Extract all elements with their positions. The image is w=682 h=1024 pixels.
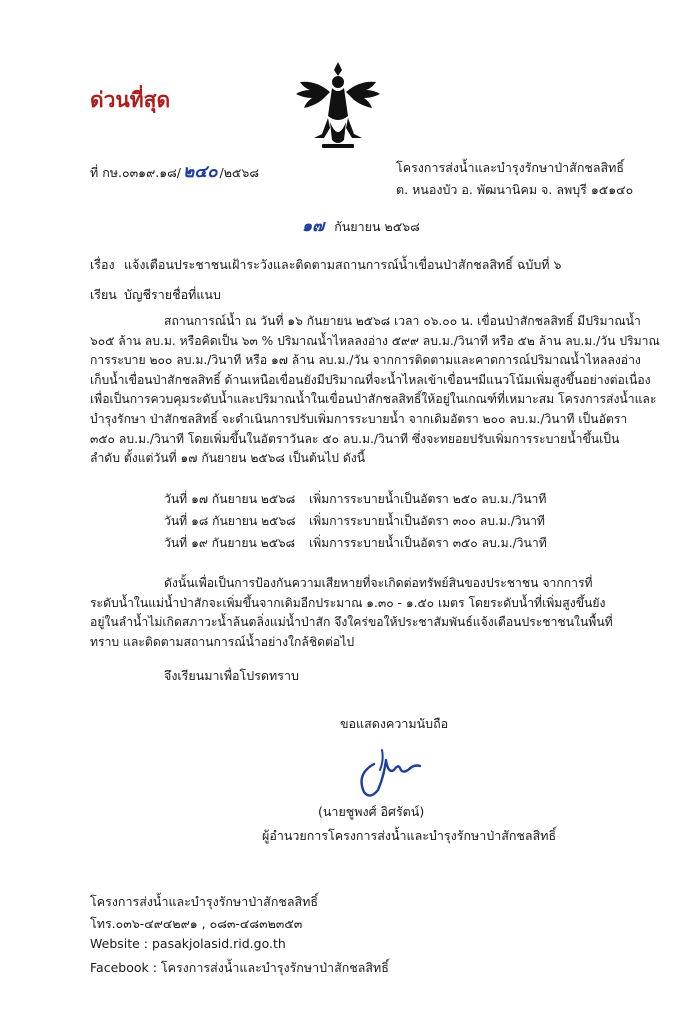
discharge-schedule bbox=[164, 488, 547, 554]
paragraph-line: ๓๕๐ ลบ.ม./วินาที โดยเพิ่มขึ้นในอัตราวันละ ๕๐ ลบ.ม./วินาที ซึ่งจะทยอยปรับเพิ่มการระบายน้ำขึ้นเป็น bbox=[90, 431, 620, 446]
recipient-label: เรียน bbox=[90, 287, 117, 302]
paragraph-line: เพื่อเป็นการควบคุมระดับน้ำและปริมาณน้ำในเขื่อนป่าสักชลสิทธิ์ให้อยู่ในเกณฑ์ที่เหมาะสม โครงการส่งน้ำและ bbox=[90, 392, 657, 407]
schedule-date: วันที่ ๑๙ กันยายน ๒๕๖๘ bbox=[164, 536, 296, 550]
schedule-row bbox=[164, 488, 547, 510]
respect-line: ขอแสดงความนับถือ bbox=[340, 716, 449, 731]
letter-date bbox=[302, 214, 420, 239]
paragraph-line: สถานการณ์น้ำ ณ วันที่ ๑๖ กันยายน ๒๕๖๘ เวลา ๐๖.๐๐ น. เขื่อนป่าสักชลสิทธิ์ มีปริมาณน้ำ bbox=[164, 314, 641, 328]
paragraph-line: อยู่ในลำน้ำไม่เกิดสภาวะน้ำล้นตลิ่งแม่น้ำป่าสัก จึงใคร่ขอให้ประชาสัมพันธ์แจ้งเตือนประชาชนในพื้นที่ bbox=[90, 615, 613, 630]
signatory-name: (นายชูพงศ์ อิศรัตน์) bbox=[318, 804, 425, 819]
handwritten-signature bbox=[352, 744, 432, 802]
doc-no-suffix: /๒๕๖๘ bbox=[219, 165, 259, 180]
footer-facebook[interactable]: Facebook : โครงการส่งน้ำและบำรุงรักษาป่าสักชลสิทธิ์ bbox=[90, 960, 389, 975]
schedule-action: เพิ่มการระบายน้ำเป็นอัตรา ๓๕๐ ลบ.ม./วินาที bbox=[309, 536, 547, 550]
garuda-emblem-icon bbox=[292, 58, 384, 152]
footer-office: โครงการส่งน้ำและบำรุงรักษาป่าสักชลสิทธิ์ bbox=[90, 894, 319, 909]
recipient-line bbox=[90, 285, 221, 305]
signatory-position: ผู้อำนวยการโครงการส่งน้ำและบำรุงรักษาป่าสักชลสิทธิ์ bbox=[262, 828, 557, 843]
subject-line bbox=[90, 255, 561, 275]
schedule-date: วันที่ ๑๘ กันยายน ๒๕๖๘ bbox=[164, 514, 296, 528]
date-month-year: กันยายน ๒๕๖๘ bbox=[334, 219, 420, 234]
paragraph-line: ๖๐๕ ล้าน ลบ.ม. หรือคิดเป็น ๖๓ % ปริมาณน้ำไหลลงอ่าง ๕๙๙ ลบ.ม./วินาที หรือ ๕๒ ล้าน ลบ.ม./วัน ปริมาณ bbox=[90, 333, 660, 348]
schedule-action: เพิ่มการระบายน้ำเป็นอัตรา ๒๕๐ ลบ.ม./วินาที bbox=[309, 492, 547, 506]
body-paragraph-1 bbox=[90, 312, 660, 469]
closing-line: จึงเรียนมาเพื่อโปรดทราบ bbox=[164, 668, 299, 683]
paragraph-line: ลำดับ ตั้งแต่วันที่ ๑๗ กันยายน ๒๕๖๘ เป็นต้นไป ดังนี้ bbox=[90, 451, 366, 466]
paragraph-line: การระบาย ๒๐๐ ลบ.ม./วินาที หรือ ๑๗ ล้าน ลบ.ม./วัน จากการติดตามและคาดการณ์ปริมาณน้ำไหลลงอ่าง bbox=[90, 353, 641, 368]
office-name: โครงการส่งน้ำและบำรุงรักษาป่าสักชลสิทธิ์ bbox=[396, 160, 625, 175]
paragraph-line: ดังนั้นเพื่อเป็นการป้องกันความเสียหายที่จะเกิดต่อทรัพย์สินของประชาชน จากการที่ bbox=[164, 576, 593, 590]
schedule-row bbox=[164, 532, 547, 554]
schedule-date: วันที่ ๑๗ กันยายน ๒๕๖๘ bbox=[164, 492, 296, 506]
schedule-row bbox=[164, 510, 547, 532]
paragraph-line: เก็บน้ำเขื่อนป่าสักชลสิทธิ์ ด้านเหนือเขื่อนยังมีปริมาณที่จะน้ำไหลเข้าเขื่อนฯมีแนวโน้มเพิ่มสูงขึ้นอย่างต่อเนื่อง bbox=[90, 372, 651, 387]
footer-website[interactable]: Website : pasakjolasid.rid.go.th bbox=[90, 936, 286, 951]
subject-label: เรื่อง bbox=[90, 257, 115, 272]
footer-phone: โทร.๐๓๖-๔๙๔๒๙๑ , ๐๘๓-๔๘๓๒๓๕๓ bbox=[90, 916, 303, 931]
paragraph-line: ระดับน้ำในแม่น้ำป่าสักจะเพิ่มขึ้นจากเดิมอีกประมาณ ๑.๓๐ - ๑.๕๐ เมตร โดยระดับน้ำที่เพิ่มสูงขึ้นยัง bbox=[90, 595, 606, 610]
doc-no-handwritten: ๒๔๐ bbox=[183, 162, 218, 182]
schedule-action: เพิ่มการระบายน้ำเป็นอัตรา ๓๐๐ ลบ.ม./วินาที bbox=[309, 514, 545, 528]
urgency-label: ด่วนที่สุด bbox=[90, 88, 171, 112]
paragraph-line: บำรุงรักษา ป่าสักชลสิทธิ์ จะดำเนินการปรับเพิ่มการระบายน้ำ จากเดิมอัตรา ๒๐๐ ลบ.ม./วินาที เป็นอัตรา bbox=[90, 411, 628, 426]
paragraph-line: ทราบ และติดตามสถานการณ์น้ำอย่างใกล้ชิดต่อไป bbox=[90, 634, 355, 649]
body-paragraph-2 bbox=[90, 574, 613, 652]
date-day-handwritten: ๑๗ bbox=[302, 216, 325, 235]
doc-no-prefix: ที่ กษ.๐๓๑๙.๑๘/ bbox=[90, 165, 182, 180]
recipient-text: บัญชีรายชื่อที่แนบ bbox=[123, 287, 221, 302]
document-number bbox=[90, 158, 259, 185]
office-address: ต. หนองบัว อ. พัฒนานิคม จ. ลพบุรี ๑๕๑๔๐ bbox=[396, 182, 634, 197]
subject-text: แจ้งเตือนประชาชนเฝ้าระวังและติดตามสถานการณ์น้ำเขื่อนป่าสักชลสิทธิ์ ฉบับที่ ๖ bbox=[123, 257, 562, 272]
